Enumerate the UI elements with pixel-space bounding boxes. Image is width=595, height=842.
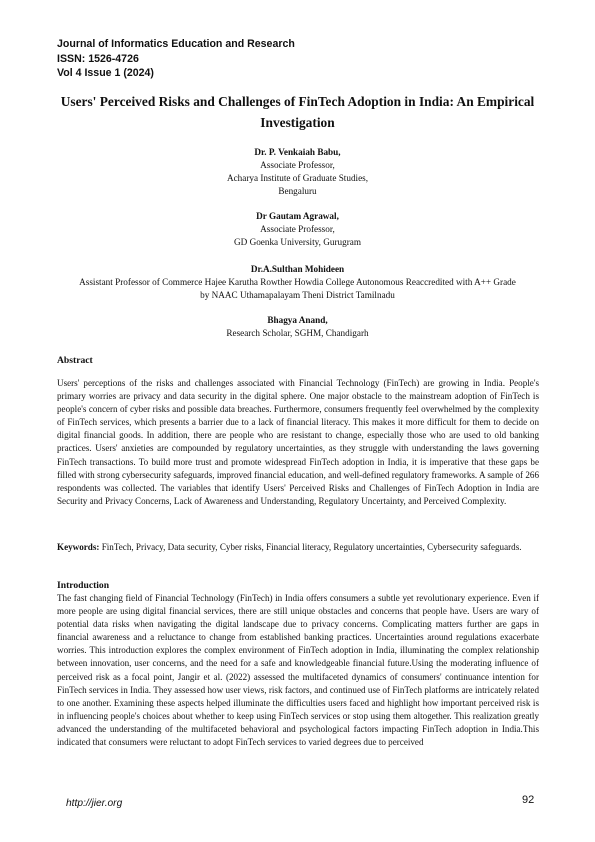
author-affiliation-line: GD Goenka University, Gurugram [234,237,361,247]
author-name: Dr Gautam Agrawal, [256,211,339,221]
journal-header [57,37,457,81]
abstract-text: Users' perceptions of the risks and challenges associated with Financial Technology (FinTech) are growing in India. People's primary worries are privacy and data security in the digital sphere. One major obstacle to the mainstream adoption of FinTech is people's concern of cyber risks and possible data breaches. Furthermore, consumers frequently feel overwhelmed by the complexity of FinTech services, which presents a barrier due to a lack of financial literacy. This makes it more difficult for them to decide on digital financial goods. In addition, there are people who are resistant to change, especially those who are used to old banking practices. Users' anxieties are compounded by regulatory uncertainties, as they struggle with understanding the laws governing FinTech transactions. To build more trust and promote widespread FinTech adoption in India, it is imperative that these gaps be filled with strong cybersecurity safeguards, improved financial education, and well-defined regulatory frameworks. A sample of 266 respondents was collected. The variables that identify Users' Perceived Risks and Challenges of FinTech Adoption in India are Security and Privacy Concerns, Lack of Awareness and Understanding, Regulatory Uncertainty, and Perceived Complexity. [57,378,539,506]
author-affiliation-line: Bengaluru [278,186,317,196]
keywords-paragraph [57,541,539,554]
author-affiliation-line: Assistant Professor of Commerce Hajee Karutha Rowther Howdia College Autonomous Reaccredited with A++ Grade [79,277,516,287]
author-affiliation-line: Associate Professor, [260,224,335,234]
author-affiliation-line: Research Scholar, SGHM, Chandigarh [226,328,369,338]
page-number: 92 [522,794,535,806]
author-affiliation-line: Acharya Institute of Graduate Studies, [226,173,369,183]
keywords-text: FinTech, Privacy, Data security, Cyber risks, Financial literacy, Regulatory uncertainties, Cybersecurity safeguards. [99,542,522,552]
author-block [40,146,555,198]
author-name: Bhagya Anand, [267,315,328,325]
keywords-label: Keywords: [57,542,100,552]
introduction-heading: Introduction [57,580,110,591]
journal-issn: ISSN: 1526-4726 [57,52,139,65]
abstract-heading: Abstract [57,355,93,366]
paper-title: Users' Perceived Risks and Challenges of FinTech Adoption in India: An Empirical Investigation [60,94,535,130]
author-affiliation-line: Associate Professor, [260,160,335,170]
author-affiliation-line: by NAAC Uthamapalayam Theni District Tamilnadu [200,290,395,300]
author-block [40,314,555,340]
author-block [40,210,555,249]
footer-url: http://jier.org [66,798,123,809]
author-name: Dr.A.Sulthan Mohideen [250,264,345,274]
author-name: Dr. P. Venkaiah Babu, [254,147,341,157]
introduction-text: The fast changing field of Financial Technology (FinTech) in India offers consumers a subtle yet revolutionary experience. Even if more people are using digital financial services, there are still unique obstacles and concerns that people have. Users are wary of potential data risks when navigating the digital landscape due to privacy concerns. Complicating matters further are gaps in financial awareness and a reluctance to change from established banking practices. Uncertainties around regulations exacerbate worries. This introduction explores the complex environment of FinTech adoption in India, illuminating the complex relationship between innovation, user concerns, and the need for a safe and knowledgeable financial future.Using the moderating influence of perceived risk as a focal point, Jangir et al. (2022) assessed the multifaceted dynamics of consumers' continuance intention for FinTech services in India. They assessed how user views, risk factors, and continued use of FinTech platforms are intricately related to one another. Examining these aspects helped illuminate the difficulties users faced and highlight how important perceived risk is in influencing people's choices about whether to keep using FinTech services or stop using them altogether. This realization greatly advanced the understanding of the multifaceted behavioral and psychological factors impacting FinTech adoption in India.This indicated that consumers were reluctant to adopt FinTech services to varied degrees due to perceived [57,593,539,748]
author-block [40,263,555,302]
journal-volume: Vol 4 Issue 1 (2024) [57,67,154,79]
journal-name: Journal of Informatics Education and Research [57,38,295,50]
